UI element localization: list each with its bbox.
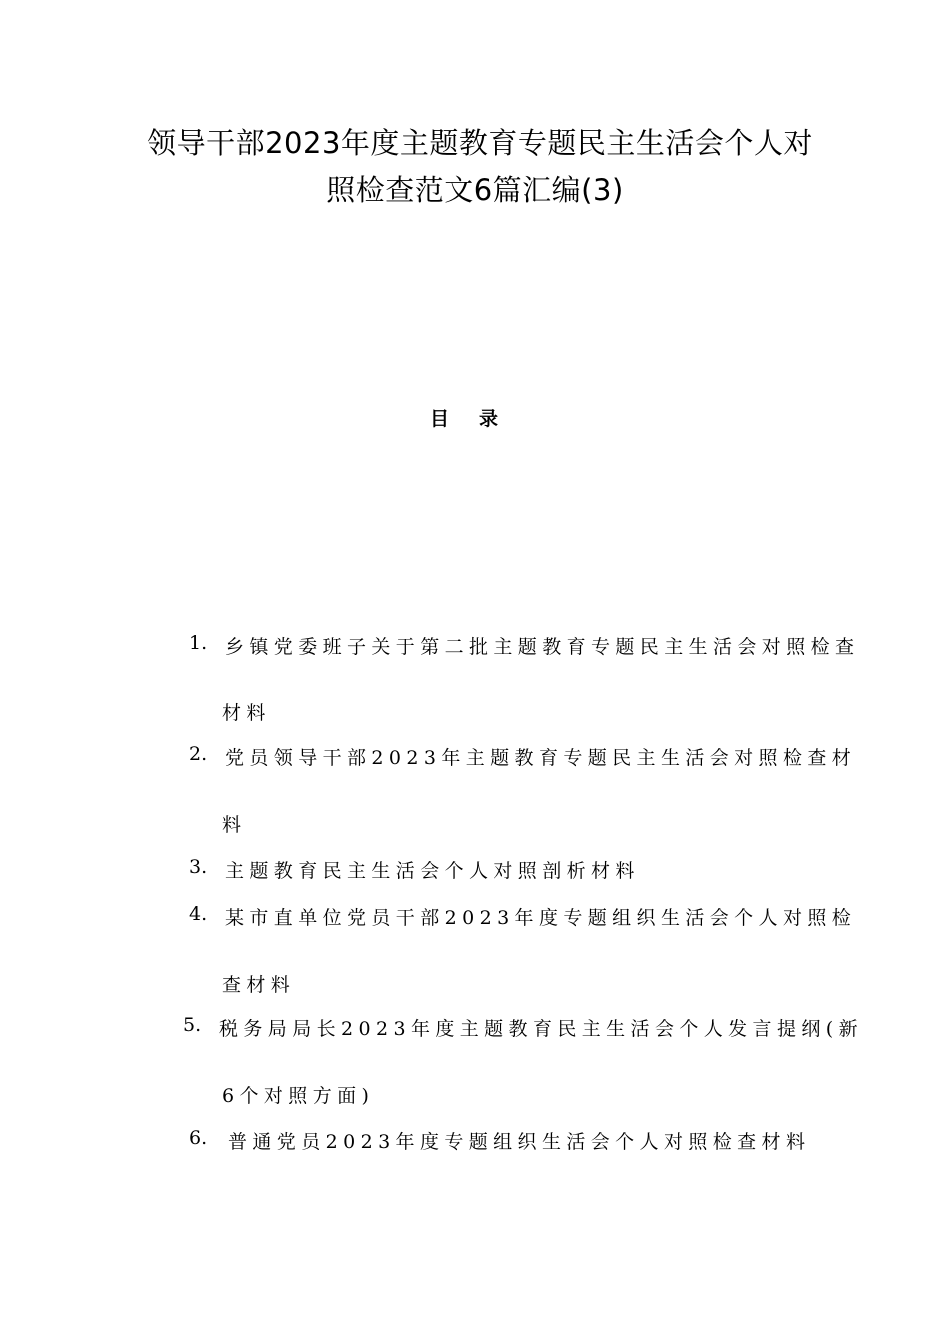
toc-item-1-number: 1. bbox=[189, 632, 208, 654]
toc-item-1-text-line-2: 材料 bbox=[222, 702, 271, 724]
document-title-line-2: 照检查范文6篇汇编(3) bbox=[326, 173, 624, 207]
toc-item-1-text-line-1: 乡镇党委班子关于第二批主题教育专题民主生活会对照检查 bbox=[225, 636, 860, 658]
toc-item-4-text-line-2: 查材料 bbox=[222, 974, 296, 996]
toc-item-6-number: 6. bbox=[189, 1127, 208, 1149]
toc-item-2-number: 2. bbox=[189, 743, 208, 765]
toc-item-5-text-line-1: 税务局局长2023年度主题教育民主生活会个人发言提纲(新 bbox=[219, 1018, 863, 1040]
toc-item-5-number: 5. bbox=[183, 1014, 202, 1036]
toc-item-4-text-line-1: 某市直单位党员干部2023年度专题组织生活会个人对照检 bbox=[225, 907, 857, 929]
document-title-line-1: 领导干部2023年度主题教育专题民主生活会个人对 bbox=[147, 126, 813, 160]
toc-item-3-number: 3. bbox=[189, 856, 208, 878]
toc-item-6-text-line-1: 普通党员2023年度专题组织生活会个人对照检查材料 bbox=[228, 1131, 811, 1153]
toc-item-4-number: 4. bbox=[189, 903, 208, 925]
toc-item-2-text-line-2: 料 bbox=[222, 814, 247, 836]
toc-item-5-text-line-2: 6个对照方面) bbox=[222, 1085, 375, 1107]
toc-heading: 目录 bbox=[429, 408, 528, 430]
toc-item-2-text-line-1: 党员领导干部2023年主题教育专题民主生活会对照检查材 bbox=[225, 747, 857, 769]
toc-item-3-text-line-1: 主题教育民主生活会个人对照剖析材料 bbox=[225, 860, 640, 882]
